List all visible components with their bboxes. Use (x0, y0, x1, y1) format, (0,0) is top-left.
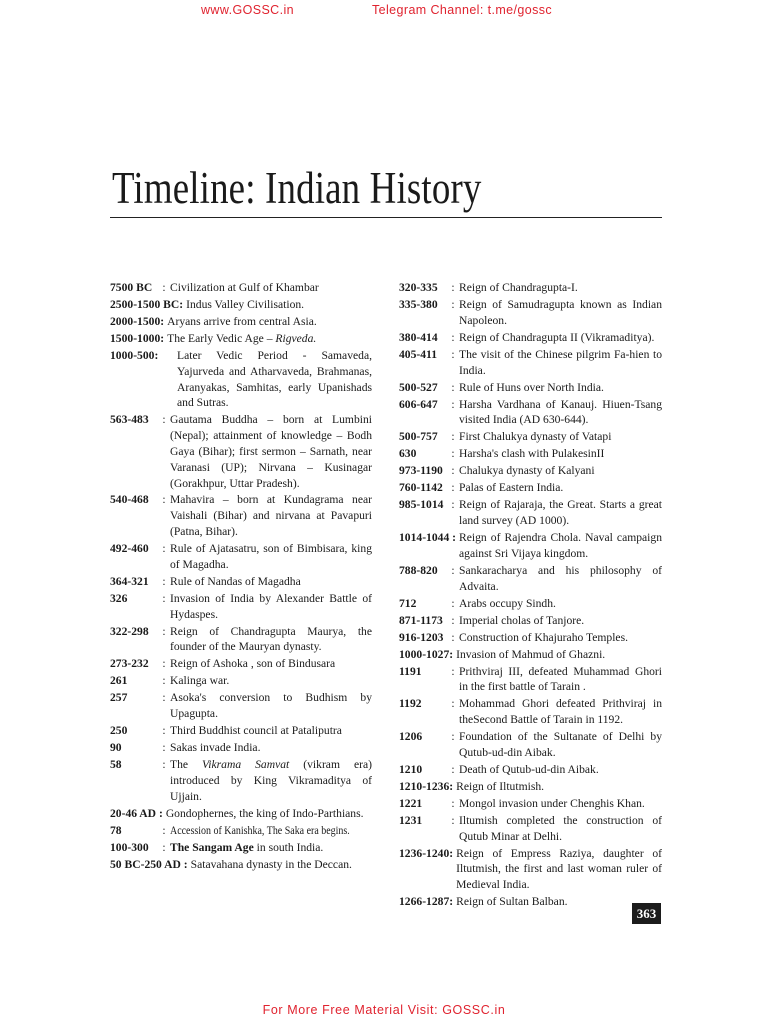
timeline-event: Mongol invasion under Chenghis Khan. (459, 796, 645, 810)
timeline-date: 100-300 (110, 840, 149, 854)
timeline-separator: : (162, 674, 166, 688)
timeline-entry (110, 348, 372, 411)
timeline-date: 405-411 (399, 347, 438, 361)
timeline-date: 78 (110, 823, 122, 837)
timeline-event (164, 331, 372, 347)
timeline-event: Foundation of the Sultanate of Delhi by Qutub-ud-din Aibak. (459, 730, 662, 759)
timeline-date: 1014-1044 : (399, 531, 456, 545)
timeline-entry (399, 330, 662, 346)
timeline-event: Iltumish completed the construction of Qutub Minar at Delhi. (459, 813, 662, 843)
event-text-segment: The Sangam Age (170, 840, 254, 854)
timeline-entry (399, 596, 662, 612)
timeline-date: 500-757 (399, 430, 438, 444)
timeline-entry (110, 840, 372, 856)
timeline-date: 58 (110, 758, 122, 772)
timeline-event: Third Buddhist council at Pataliputra (170, 724, 342, 738)
event-text-segment: in south India. (253, 840, 324, 854)
timeline-separator: : (162, 413, 166, 427)
timeline-date: 1500-1000: (110, 331, 165, 345)
timeline-date: 712 (399, 596, 417, 610)
timeline-separator: : (451, 762, 455, 776)
timeline-date: 257 (110, 691, 128, 705)
timeline-entry (399, 463, 662, 479)
timeline-entry (399, 380, 662, 396)
timeline-separator: : (451, 613, 455, 627)
timeline-separator: : (162, 691, 166, 705)
timeline-separator: : (451, 330, 455, 344)
timeline-event: Invasion of Mahmud of Ghazni. (456, 647, 606, 661)
top-banner (0, 3, 768, 19)
timeline-entry (399, 846, 662, 893)
timeline-event: Chalukya dynasty of Kalyani (459, 464, 595, 478)
timeline-date: 563-483 (110, 413, 149, 427)
event-text-segment: Rigveda. (275, 331, 317, 345)
timeline-date: 973-1190 (399, 464, 443, 478)
timeline-date: 1192 (399, 697, 422, 711)
timeline-separator: : (162, 724, 166, 738)
page-title: Timeline: Indian History (112, 163, 482, 213)
page-number: 363 (632, 903, 661, 924)
timeline-column-right (399, 280, 662, 911)
timeline-date: 1191 (399, 664, 422, 678)
footer-promo-link[interactable]: For More Free Material Visit: GOSSC.in (262, 1003, 506, 1017)
timeline-separator: : (162, 574, 166, 588)
timeline-date: 335-380 (399, 297, 438, 311)
timeline-event: Reign of Chandragupta Maurya, the founder of the Mauryan dynasty. (170, 624, 372, 654)
timeline-entry (399, 497, 662, 529)
timeline-entry (110, 591, 372, 623)
timeline-event: Kalinga war. (170, 674, 230, 688)
timeline-event: Reign of Empress Raziya, daughter of Iltutmish, the first and last woman ruler of Medieval India. (456, 846, 662, 892)
timeline-date: 250 (110, 724, 128, 738)
event-text-segment: The Early Vedic Age – (167, 331, 276, 345)
timeline-entry (399, 894, 662, 910)
telegram-channel-link[interactable]: Telegram Channel: t.me/gossc (372, 3, 553, 17)
timeline-entry (399, 630, 662, 646)
timeline-entry (110, 806, 372, 822)
timeline-date: 380-414 (399, 330, 438, 344)
timeline-event: Mahavira – born at Kundagrama near Vaishali (Bihar) and nirvana at Pavapuri (Patna, Bihar). (170, 493, 372, 539)
timeline-entry (110, 624, 372, 656)
timeline-entry (110, 740, 372, 756)
timeline-entry (110, 673, 372, 689)
timeline-event: Invasion of India by Alexander Battle of Hydaspes. (170, 591, 372, 621)
timeline-date: 2000-1500: (110, 314, 165, 328)
timeline-event: Reign of Iltutmish. (456, 779, 545, 793)
timeline-date: 788-820 (399, 563, 438, 577)
timeline-separator: : (451, 697, 455, 711)
title-divider (110, 217, 662, 218)
timeline-date: 630 (399, 447, 417, 461)
timeline-separator: : (451, 664, 455, 678)
timeline-date: 1266-1287: (399, 895, 454, 909)
timeline-event: Satavahana dynasty in the Deccan. (190, 857, 352, 871)
timeline-entry (399, 613, 662, 629)
timeline-separator: : (451, 481, 455, 495)
timeline-entry (110, 541, 372, 573)
timeline-separator: : (451, 498, 455, 512)
timeline-event: Rule of Nandas of Magadha (170, 574, 301, 588)
timeline-date: 606-647 (399, 397, 438, 411)
timeline-separator: : (451, 281, 455, 294)
timeline-entry (110, 331, 372, 347)
timeline-date: 916-1203 (399, 630, 444, 644)
timeline-entry (399, 563, 662, 595)
timeline-entry (110, 757, 372, 804)
timeline-event: Reign of Ashoka , son of Bindusara (170, 657, 336, 671)
timeline-separator: : (162, 624, 166, 638)
timeline-event (170, 840, 372, 856)
timeline-event: Sankaracharya and his philosophy of Advaita. (459, 563, 662, 593)
timeline-separator: : (451, 813, 455, 827)
timeline-date: 871-1173 (399, 613, 443, 627)
timeline-event: Gautama Buddha – born at Lumbini (Nepal); attainment of knowledge – Bodh Gaya (Bihar); first sermon – Sarnath, near Varanasi (UP); Nirvana – Kusinagar (Gorakhpur, Uttar Pradesh). (170, 413, 372, 490)
timeline-separator: : (162, 758, 166, 772)
event-text-segment: Vikrama Samvat (202, 758, 290, 772)
timeline-entry (399, 796, 662, 812)
timeline-entry (399, 647, 662, 663)
timeline-separator: : (451, 347, 455, 361)
timeline-event: Harsha's clash with PulakesinII (459, 447, 605, 461)
timeline-entry (110, 656, 372, 672)
timeline-event: Civilization at Gulf of Khambar (170, 281, 319, 294)
timeline-date: 1210 (399, 762, 423, 776)
timeline-date: 1231 (399, 813, 423, 827)
timeline-separator: : (451, 380, 455, 394)
timeline-date: 540-468 (110, 493, 149, 507)
timeline-separator: : (451, 297, 455, 311)
timeline-event: Reign of Chandragupta-I. (459, 281, 578, 294)
timeline-event: Rule of Huns over North India. (459, 380, 604, 394)
timeline-event: Construction of Khajuraho Temples. (459, 630, 628, 644)
timeline-event (170, 823, 379, 839)
timeline-event: Palas of Eastern India. (459, 481, 564, 495)
timeline-entry (399, 664, 662, 696)
timeline-entry (399, 762, 662, 778)
timeline-date: 492-460 (110, 542, 149, 556)
timeline-entry (110, 574, 372, 590)
timeline-event: First Chalukya dynasty of Vatapi (459, 430, 612, 444)
timeline-separator: : (451, 796, 455, 810)
timeline-separator: : (162, 281, 166, 294)
timeline-event: Sakas invade India. (170, 741, 261, 755)
timeline-date: 500-527 (399, 380, 438, 394)
timeline-event: Imperial cholas of Tanjore. (459, 613, 585, 627)
timeline-event: Prithviraj III, defeated Muhammad Ghori in the first battle of Tarain . (459, 664, 662, 694)
timeline-entry (399, 280, 662, 296)
timeline-event: The visit of the Chinese pilgrim Fa-hien to India. (459, 347, 662, 377)
timeline-date: 1000-500: (110, 348, 159, 362)
timeline-entry (399, 429, 662, 445)
timeline-entry (110, 823, 372, 839)
timeline-date: 2500-1500 BC: (110, 297, 184, 311)
timeline-event: Indus Valley Civilisation. (186, 297, 305, 311)
timeline-separator: : (451, 730, 455, 744)
timeline-event: Reign of Samudragupta known as Indian Napoleon. (459, 297, 662, 327)
timeline-event: Harsha Vardhana of Kanauj. Hiuen-Tsang visited India (AD 630-644). (459, 397, 662, 427)
timeline-separator: : (451, 563, 455, 577)
timeline-entry (110, 314, 372, 330)
timeline-entry (399, 779, 662, 795)
timeline-separator: : (162, 542, 166, 556)
timeline-event: Reign of Sultan Balban. (456, 895, 568, 909)
timeline-separator: : (162, 493, 166, 507)
timeline-date: 985-1014 (399, 498, 444, 512)
timeline-date: 273-232 (110, 657, 149, 671)
timeline-date: 1221 (399, 796, 423, 810)
timeline-separator: : (162, 657, 166, 671)
timeline-date: 1236-1240: (399, 846, 454, 860)
event-text-segment: The (170, 758, 203, 772)
timeline-date: 90 (110, 741, 122, 755)
timeline-entry (110, 297, 372, 313)
timeline-entry (110, 412, 372, 491)
timeline-column-left (110, 280, 372, 874)
timeline-date: 1210-1236: (399, 779, 454, 793)
timeline-entry (399, 397, 662, 429)
timeline-entry (399, 446, 662, 462)
timeline-date: 320-335 (399, 281, 438, 294)
timeline-event: Mohammad Ghori defeated Prithviraj in theSecond Battle of Tarain in 1192. (459, 697, 662, 727)
timeline-entry (110, 280, 372, 296)
timeline-event: Arabs occupy Sindh. (459, 596, 556, 610)
timeline-entry (399, 813, 662, 845)
timeline-separator: : (451, 596, 455, 610)
timeline-separator: : (451, 397, 455, 411)
timeline-separator: : (162, 741, 166, 755)
timeline-entry (399, 729, 662, 761)
timeline-separator: : (451, 447, 455, 461)
timeline-date: 7500 BC (110, 281, 153, 294)
timeline-event: Reign of Chandragupta II (Vikramaditya). (459, 330, 655, 344)
timeline-date: 760-1142 (399, 481, 443, 495)
timeline-separator: : (162, 840, 166, 854)
timeline-date: 1000-1027: (399, 647, 454, 661)
timeline-entry (110, 690, 372, 722)
timeline-separator: : (162, 591, 166, 605)
timeline-entry (399, 297, 662, 329)
timeline-event: Death of Qutub-ud-din Aibak. (459, 762, 599, 776)
event-text-segment: (vikram era) introduced by King Vikramaditya of Ujjain. (170, 758, 372, 803)
timeline-separator: : (451, 630, 455, 644)
timeline-event: Later Vedic Period - Samaveda, Yajurveda and Atharvaveda, Brahmanas, Aranyakas, Samhitas, early Upanishads and Sutras. (177, 348, 372, 410)
timeline-separator: : (162, 823, 166, 837)
timeline-separator: : (451, 430, 455, 444)
timeline-entry (110, 857, 372, 873)
event-text-segment: Accession of Kanishka, The Saka era begins. (170, 823, 350, 837)
timeline-event (170, 757, 372, 804)
timeline-date: 20-46 AD : (110, 806, 163, 820)
timeline-event: Reign of Rajaraja, the Great. Starts a great land survey (AD 1000). (459, 498, 662, 528)
timeline-entry (110, 723, 372, 739)
timeline-separator: : (451, 464, 455, 478)
timeline-event: Reign of Rajendra Chola. Naval campaign against Sri Vijaya kingdom. (459, 531, 662, 560)
timeline-entry (399, 530, 662, 562)
timeline-event: Aryans arrive from central Asia. (167, 314, 317, 328)
timeline-event: Gondophernes, the king of Indo-Parthians. (165, 806, 364, 820)
timeline-date: 1206 (399, 730, 423, 744)
timeline-date: 326 (110, 591, 128, 605)
timeline-date: 322-298 (110, 624, 149, 638)
timeline-date: 50 BC-250 AD : (110, 857, 188, 871)
timeline-event: Asoka's conversion to Budhism by Upagupta. (170, 691, 372, 721)
timeline-date: 364-321 (110, 574, 149, 588)
website-link[interactable]: www.GOSSC.in (201, 3, 295, 17)
timeline-event: Rule of Ajatasatru, son of Bimbisara, king of Magadha. (170, 542, 372, 571)
timeline-date: 261 (110, 674, 128, 688)
timeline-entry (110, 492, 372, 539)
timeline-entry (399, 696, 662, 728)
timeline-entry (399, 480, 662, 496)
timeline-entry (399, 347, 662, 379)
